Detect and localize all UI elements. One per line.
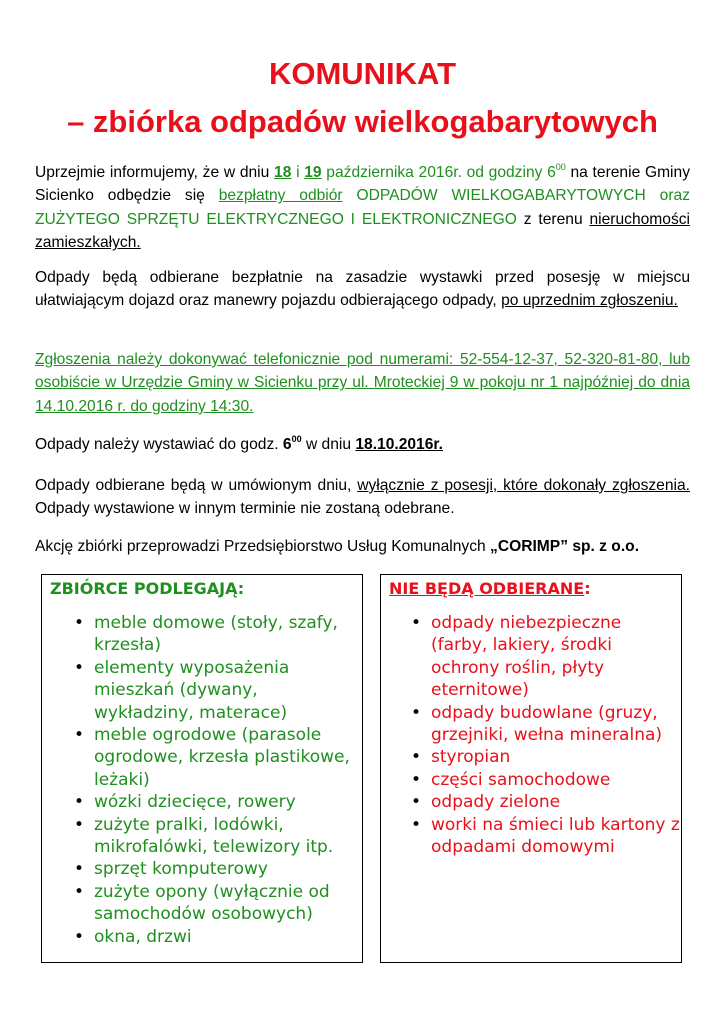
accepted-box [41,574,363,963]
caps-text: ODPADÓW WIELKOGABARYTOWYCH oraz ZUŻYTEGO SPRZĘTU ELEKTRYCZNEGO I ELEKTRONICZNEGO [35,187,690,228]
company-name: „CORIMP” sp. z o.o. [490,538,640,555]
collection-paragraph: Odpady odbierane będą w umówionym dniu, wyłącznie z posesji, które dokonały zgłoszenia. Odpady wystawione w innym terminie nie zostaną odebrane. [35,477,690,518]
month-text: października 2016r. od godziny 6 [321,164,556,181]
list-item: • meble ogrodowe (parasole ogrodowe, krzesła plastikowe, leżaki) [94,724,362,791]
list-item: • wózki dziecięce, rowery [94,791,362,813]
free-pickup-text: bezpłatny odbiór [218,187,343,205]
list-item: • odpady zielone [431,791,681,813]
list-item: • zużyte opony (wyłącznie od samochodów osobowych) [94,881,362,926]
list-item: • styropian [431,746,681,768]
list-item: • sprzęt komputerowy [94,858,362,880]
deadline-date: 18.10.2016r. [355,436,443,453]
list-item: • odpady niebezpieczne (farby, lakiery, środki ochrony roślin, płyty eternitowe) [431,612,681,702]
intro-paragraph: Uprzejmie informujemy, że w dniu 18 i 19 października 2016r. od godziny $6^{00}$ na terenie Gminy Sicienko odbędzie się bezpłatny odbiór ODPADÓW WIELKOGABARYTOWYCH oraz ZUŻYTEGO SPRZĘTU ELEKTRYCZNEGO I ELEKTRONICZNEGO z terenu nieruchomości zamieszkałych. [35,162,691,252]
list-item: • meble domowe (stoły, szafy, krzesła) [94,612,362,657]
operator-paragraph: Akcję zbiórki przeprowadzi Przedsiębiorstwo Usług Komunalnych „CORIMP” sp. z o.o. [35,538,640,555]
rejected-list [381,612,681,858]
only-registered-text: wyłącznie z posesji, które dokonały zgłoszenia. [357,477,690,494]
page-title: KOMUNIKAT [268,56,457,91]
list-item: • elementy wyposażenia mieszkań (dywany, wykładziny, materace) [94,657,362,724]
accepted-heading: ZBIÓRCE PODLEGAJĄ: [50,579,245,598]
contact-paragraph: Zgłoszenia należy dokonywać telefonicznie pod numerami: 52-554-12-37, 52-320-81-80, lub osobiście w Urzędzie Gminy w Sicienku przy ul. Mroteckiej 9 w pokoju nr 1 najpóźniej do dnia 14.10.2016 r. do godziny 14:30. [35,351,690,415]
list-item: • zużyte pralki, lodówki, mikrofalówki, telewizory itp. [94,814,362,859]
rejected-heading: NIE BĘDĄ ODBIERANE: [389,579,591,598]
date-18: 18 [274,164,292,181]
list-item: • odpady budowlane (gruzy, grzejniki, wełna mineralna) [431,702,681,747]
prior-notice-text: po uprzednim zgłoszeniu. [501,292,678,310]
deadline-paragraph: Odpady należy wystawiać do godz. $6^{00}$ w dniu 18.10.2016r. [35,434,443,453]
list-item: • części samochodowe [431,769,681,791]
property-text: nieruchomości zamieszkałych. [35,210,691,252]
list-item: • worki na śmieci lub kartony z odpadami domowymi [431,814,681,859]
page-subtitle: – zbiórka odpadów wielkogabarytowych [67,104,658,139]
accepted-list [42,612,362,948]
list-item: • okna, drzwi [94,926,362,948]
rules-paragraph: Odpady będą odbierane bezpłatnie na zasadzie wystawki przed posesję w miejscu ułatwiającym dojazd oraz manewry pojazdu odbierającego odpady, po uprzednim zgłoszeniu. [35,269,690,310]
rejected-box [380,574,682,963]
date-19: 19 [304,164,322,181]
